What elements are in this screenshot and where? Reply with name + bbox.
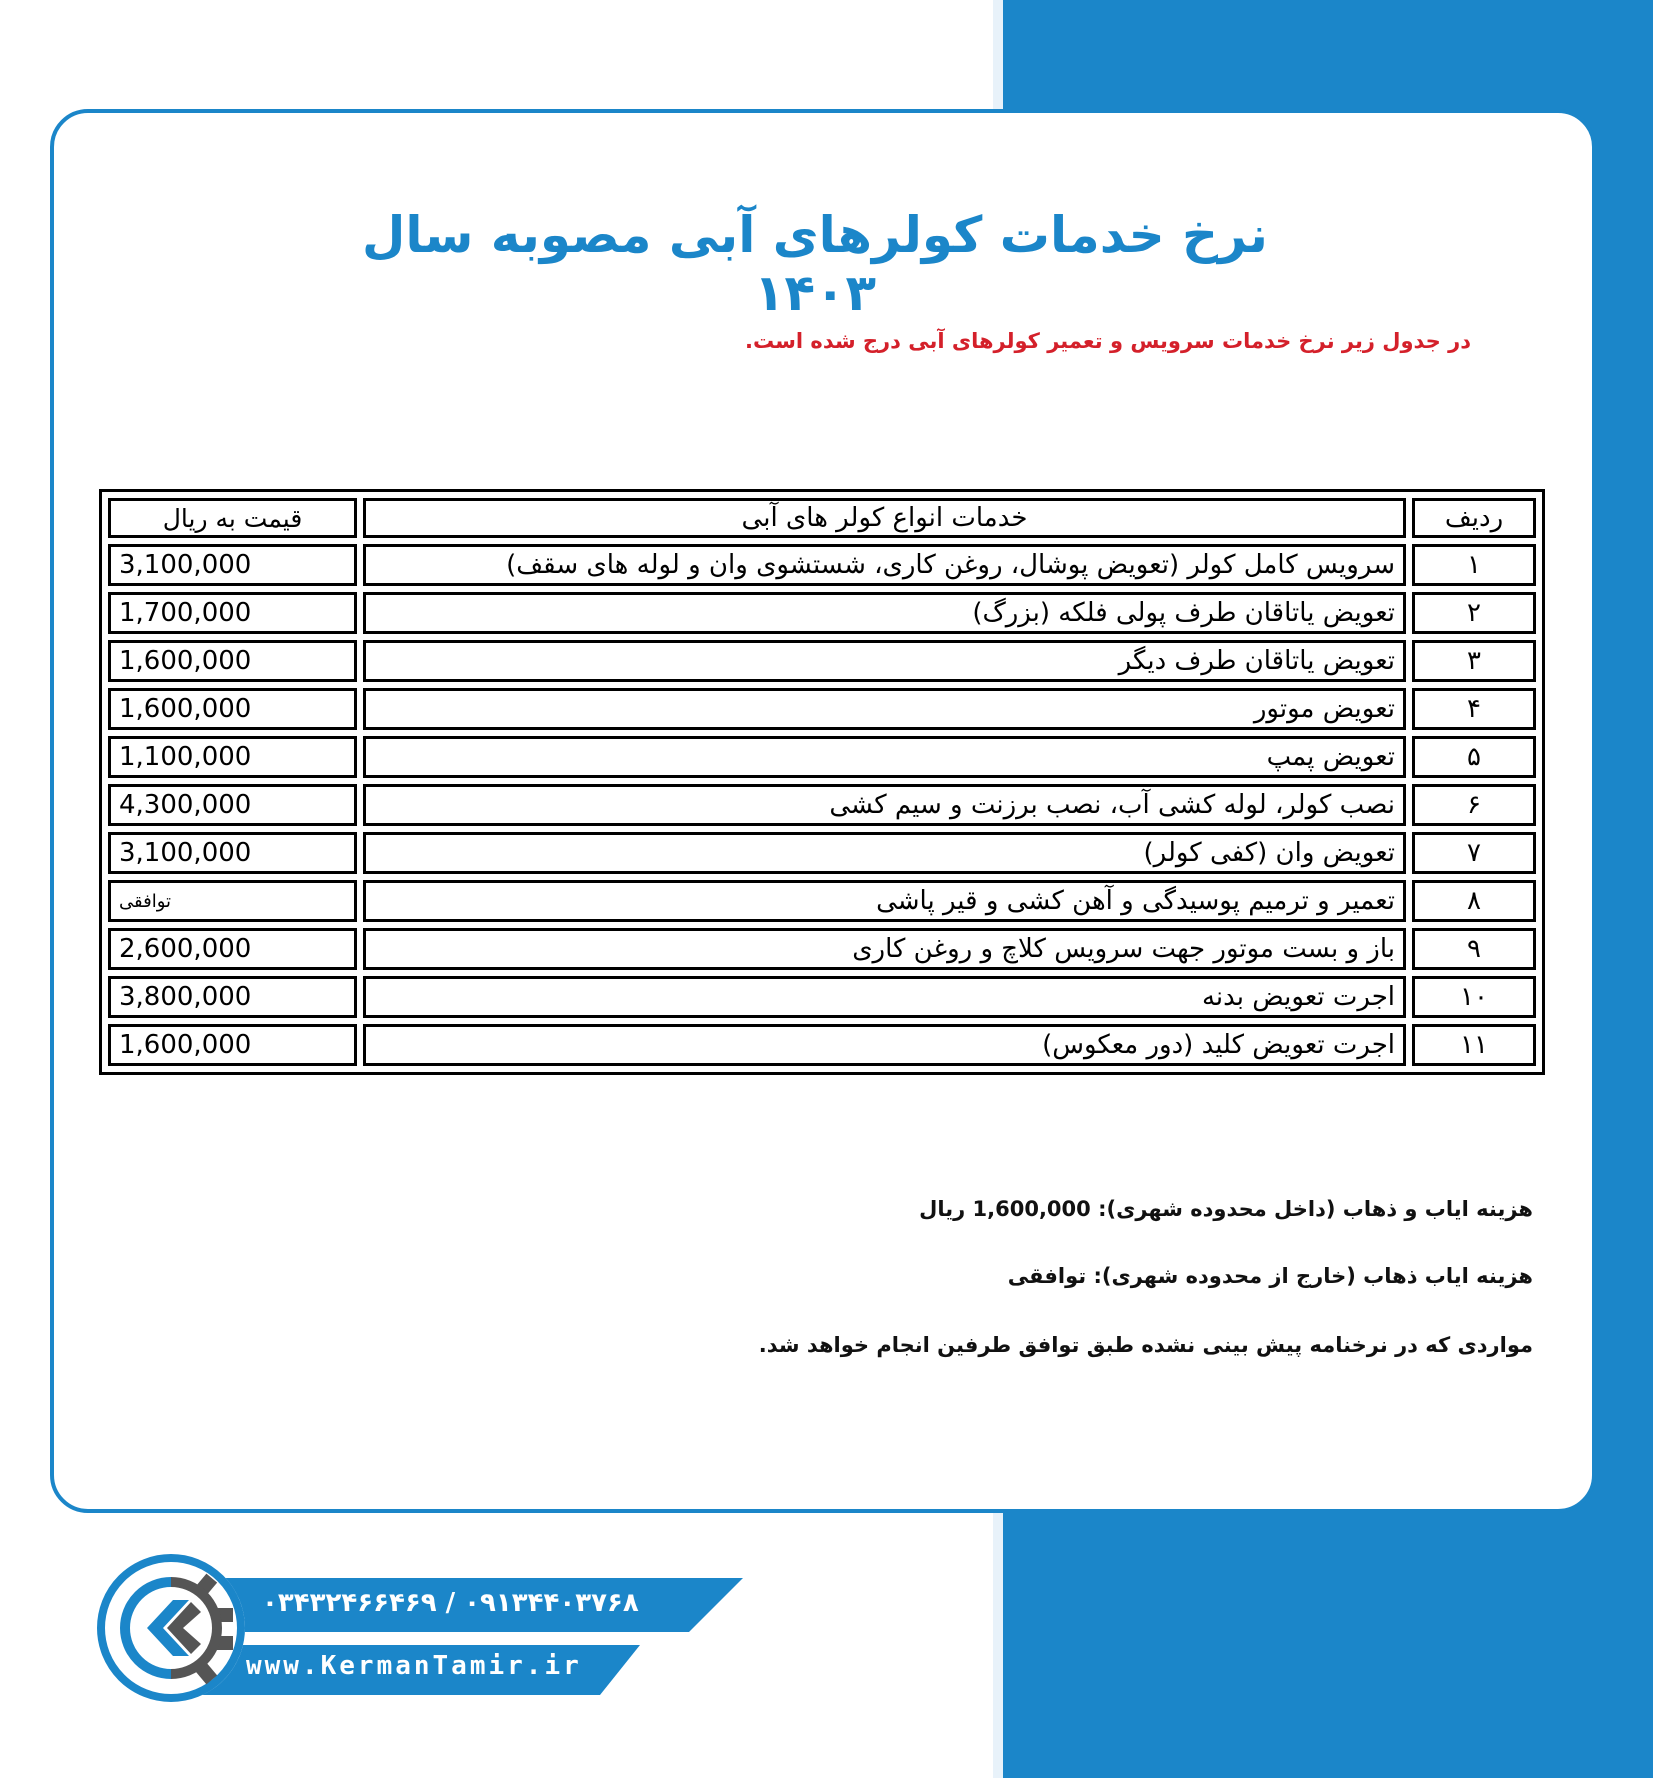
row-service: تعویض وان (کفی کولر) (363, 832, 1406, 874)
row-service: تعمیر و ترمیم پوسیدگی و آهن کشی و قیر پاشی (363, 880, 1406, 922)
table-row (108, 928, 1536, 970)
table-row (108, 1024, 1536, 1066)
row-price: 3,100,000 (108, 832, 357, 874)
header-price: قیمت به ریال (108, 498, 357, 538)
row-index: ۴ (1412, 688, 1536, 730)
row-index: ۹ (1412, 928, 1536, 970)
website-link[interactable]: www.KermanTamir.ir (246, 1651, 582, 1681)
row-index: ۱ (1412, 544, 1536, 586)
row-price: توافقی (108, 880, 357, 922)
row-service: تعویض موتور (363, 688, 1406, 730)
table-row (108, 832, 1536, 874)
row-price: 1,700,000 (108, 592, 357, 634)
table-row (108, 688, 1536, 730)
page-title: نرخ خدمات کولرهای آبی مصوبه سال ۱۴۰۳ (362, 206, 1268, 322)
gear-k-logo-icon (95, 1552, 247, 1704)
row-index: ۵ (1412, 736, 1536, 778)
note-other: مواردی که در نرخنامه پیش بینی نشده طبق توافق طرفین انجام خواهد شد. (758, 1333, 1533, 1357)
note-inside-city: هزینه ایاب و ذهاب (داخل محدوده شهری): 1,600,000 ریال (919, 1197, 1533, 1221)
row-price: 4,300,000 (108, 784, 357, 826)
row-price: 1,100,000 (108, 736, 357, 778)
table-row (108, 544, 1536, 586)
row-service: اجرت تعویض کلید (دور معکوس) (363, 1024, 1406, 1066)
row-price: 2,600,000 (108, 928, 357, 970)
row-index: ۶ (1412, 784, 1536, 826)
header-index: ردیف (1412, 498, 1536, 538)
row-price: 1,600,000 (108, 1024, 357, 1066)
row-price: 3,800,000 (108, 976, 357, 1018)
table-header-row (108, 498, 1536, 538)
row-index: ۱۰ (1412, 976, 1536, 1018)
price-table (99, 489, 1545, 1075)
row-service: اجرت تعویض بدنه (363, 976, 1406, 1018)
row-service: باز و بست موتور جهت سرویس کلاچ و روغن کاری (363, 928, 1406, 970)
row-index: ۷ (1412, 832, 1536, 874)
row-service: تعویض پمپ (363, 736, 1406, 778)
note-outside-city: هزینه ایاب ذهاب (خارج از محدوده شهری): توافقی (1007, 1264, 1533, 1288)
table-row (108, 976, 1536, 1018)
row-price: 3,100,000 (108, 544, 357, 586)
table-row (108, 880, 1536, 922)
row-index: ۸ (1412, 880, 1536, 922)
row-price: 1,600,000 (108, 640, 357, 682)
row-price: 1,600,000 (108, 688, 357, 730)
row-index: ۱۱ (1412, 1024, 1536, 1066)
row-index: ۳ (1412, 640, 1536, 682)
table-row (108, 592, 1536, 634)
row-index: ۲ (1412, 592, 1536, 634)
row-service: نصب کولر، لوله کشی آب، نصب برزنت و سیم کشی (363, 784, 1406, 826)
phone-numbers: ۰۳۴۳۲۴۶۶۴۶۹ / ۰۹۱۳۴۴۰۳۷۶۸ (262, 1588, 639, 1618)
header-service: خدمات انواع کولر های آبی (363, 498, 1406, 538)
row-service: تعویض یاتاقان طرف پولی فلکه (بزرگ) (363, 592, 1406, 634)
table-row (108, 784, 1536, 826)
row-service: تعویض یاتاقان طرف دیگر (363, 640, 1406, 682)
row-service: سرویس کامل کولر (تعویض پوشال، روغن کاری، شستشوی وان و لوله های سقف) (363, 544, 1406, 586)
intro-text: در جدول زیر نرخ خدمات سرویس و تعمیر کولرهای آبی درج شده است. (745, 329, 1471, 353)
table-row (108, 736, 1536, 778)
table-row (108, 640, 1536, 682)
